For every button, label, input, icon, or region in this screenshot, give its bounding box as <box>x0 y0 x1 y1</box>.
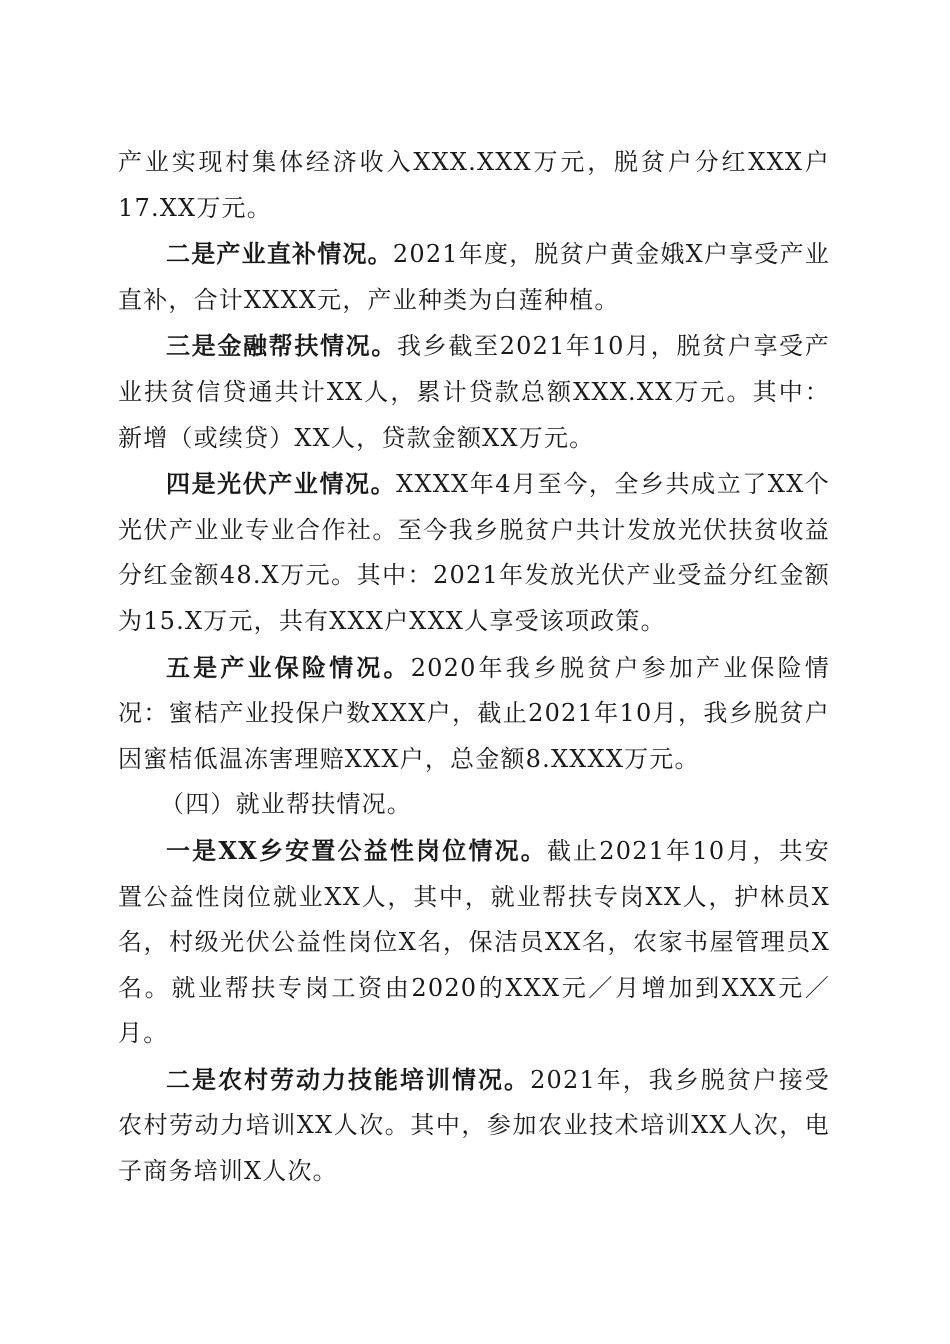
section-heading-employment: （四）就业帮扶情况。 <box>160 790 412 819</box>
paragraph-lead: 一是XX乡安置公益性岗位情况。 <box>166 835 547 865</box>
paragraph-labor-skills-training <box>118 1057 830 1195</box>
paragraph-financial-support <box>118 323 830 461</box>
paragraph-text: 截止2021年10月，共安置公益性岗位就业XX人，其中，就业帮扶专岗XX人，护林员X名，村级光伏公益性岗位X名，保洁员XX名，农家书屋管理员X名。就业帮扶专岗工资由2020的XXX元／月增加到XXX元／月。 <box>118 836 830 1048</box>
paragraph-text: 我乡截至2021年10月，脱贫户享受产业扶贫信贷通共计XX人，累计贷款总额XXX.XX万元。其中：新增（或续贷）XX人，贷款金额XX万元。 <box>118 332 830 452</box>
paragraph-industry-subsidy <box>118 231 830 323</box>
paragraph-text: 2021年，我乡脱贫户接受农村劳动力培训XX人次。其中，参加农业技术培训XX人次，电子商务培训X人次。 <box>118 1065 830 1186</box>
paragraph-lead: 二是产业直补情况。 <box>166 239 393 269</box>
paragraph-lead: 二是农村劳动力技能培训情况。 <box>166 1064 531 1094</box>
paragraph-lead: 五是产业保险情况。 <box>166 652 411 682</box>
paragraph-text: 2020年我乡脱贫户参加产业保险情况：蜜桔产业投保户数XXX户，截止2021年10月，我乡脱贫户因蜜桔低温冻害理赔XXX户，总金额8.XXXX万元。 <box>118 653 830 773</box>
paragraph-lead: 三是金融帮扶情况。 <box>166 331 398 361</box>
document-body <box>118 140 830 1195</box>
paragraph-text: 产业实现村集体经济收入XXX.XXX万元，脱贫户分红XXX户17.XX万元。 <box>118 148 830 222</box>
paragraph-public-welfare-posts <box>118 828 830 1057</box>
paragraph-lead: 四是光伏产业情况。 <box>166 469 397 499</box>
paragraph-text: XXXX年4月至今，全乡共成立了XX个光伏产业业专业合作社。至今我乡脱贫户共计发放光伏扶贫收益分红金额48.X万元。其中：2021年发放光伏产业受益分红金额为15.X万元，共有XXX户XXX人享受该项政策。 <box>118 470 830 635</box>
paragraph-industry-income-continued <box>118 140 830 231</box>
paragraph-photovoltaic-industry <box>118 461 830 644</box>
paragraph-industry-insurance <box>118 645 830 783</box>
paragraph-text: 2021年度，脱贫户黄金娥X户享受产业直补，合计XXXX元，产业种类为白莲种植。 <box>118 240 830 314</box>
